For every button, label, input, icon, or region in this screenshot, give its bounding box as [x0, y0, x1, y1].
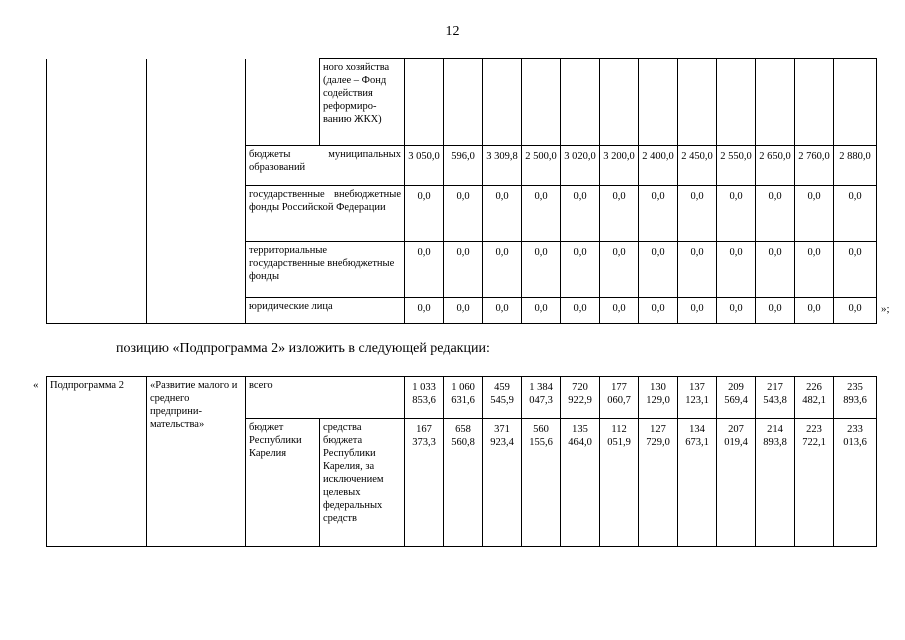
- opening-quote: «: [33, 379, 39, 391]
- value-cell: 2 500,0: [522, 146, 561, 186]
- value-cell: 0,0: [561, 298, 600, 324]
- value-cell: 3 309,8: [483, 146, 522, 186]
- value-cell: 0,0: [444, 186, 483, 242]
- value-cell: 0,0: [444, 298, 483, 324]
- value-cell: 112 051,9: [600, 419, 639, 547]
- value-cell: 177 060,7: [600, 377, 639, 419]
- value-cell: 0,0: [561, 186, 600, 242]
- value-cell: 209 569,4: [717, 377, 756, 419]
- row-label: бюджеты муниципальных образований: [246, 146, 405, 186]
- value-cell: 0,0: [795, 186, 834, 242]
- empty-cell: [147, 59, 246, 324]
- value-cell: 233 013,6: [834, 419, 877, 547]
- value-cell: 0,0: [717, 186, 756, 242]
- value-cell: 0,0: [483, 242, 522, 298]
- closing-quote: »;: [881, 303, 890, 315]
- value-cell: 137 123,1: [678, 377, 717, 419]
- empty-cell: [246, 59, 320, 146]
- value-cell: 0,0: [756, 242, 795, 298]
- value-cell: 1 033 853,6: [405, 377, 444, 419]
- value-cell: 0,0: [405, 186, 444, 242]
- financing-table-continued: [46, 58, 877, 324]
- value-cell: 0,0: [405, 298, 444, 324]
- value-cell: 226 482,1: [795, 377, 834, 419]
- value-cell: 2 550,0: [717, 146, 756, 186]
- page-number: 12: [445, 24, 460, 39]
- value-cell: 2 650,0: [756, 146, 795, 186]
- value-cell: 2 450,0: [678, 146, 717, 186]
- value-cell: 560 155,6: [522, 419, 561, 547]
- value-cell: 371 923,4: [483, 419, 522, 547]
- value-cell: 0,0: [639, 298, 678, 324]
- subprogram-2-table: [46, 376, 877, 547]
- value-cell: 134 673,1: [678, 419, 717, 547]
- value-cell: 235 893,6: [834, 377, 877, 419]
- table-row: [47, 377, 877, 419]
- fund-cell: ного хозяйства (далее – Фонд содействия реформиро-ванию ЖКХ): [320, 59, 405, 146]
- value-cell: 658 560,8: [444, 419, 483, 547]
- value-cell: 0,0: [717, 298, 756, 324]
- value-cell: 0,0: [405, 242, 444, 298]
- value-cell: 1 060 631,6: [444, 377, 483, 419]
- value-cell: 0,0: [834, 186, 877, 242]
- value-cell: 0,0: [639, 186, 678, 242]
- value-cell: 0,0: [834, 242, 877, 298]
- value-cell: 127 729,0: [639, 419, 678, 547]
- row-label: юридические лица: [246, 298, 405, 324]
- value-cell: 223 722,1: [795, 419, 834, 547]
- value-cell: 3 050,0: [405, 146, 444, 186]
- value-cell: 2 760,0: [795, 146, 834, 186]
- value-cell: 0,0: [522, 298, 561, 324]
- value-cell: 0,0: [834, 298, 877, 324]
- value-cell: 167 373,3: [405, 419, 444, 547]
- program-cell: Подпрограмма 2: [47, 377, 147, 547]
- value-cell: 0,0: [678, 242, 717, 298]
- value-cell: 0,0: [522, 242, 561, 298]
- value-cell: 2 400,0: [639, 146, 678, 186]
- value-cell: 0,0: [756, 186, 795, 242]
- value-cell: 596,0: [444, 146, 483, 186]
- value-cell: 130 129,0: [639, 377, 678, 419]
- value-cell: 0,0: [483, 186, 522, 242]
- value-cell: 0,0: [795, 242, 834, 298]
- row-label: государственные внебюджетные фонды Российской Федерации: [246, 186, 405, 242]
- value-cell: 0,0: [600, 298, 639, 324]
- value-cell: 0,0: [600, 242, 639, 298]
- value-cell: 3 200,0: [600, 146, 639, 186]
- value-cell: 0,0: [639, 242, 678, 298]
- value-cell: 135 464,0: [561, 419, 600, 547]
- value-cell: 217 543,8: [756, 377, 795, 419]
- value-cell: 0,0: [678, 298, 717, 324]
- instruction-text: позицию «Подпрограмма 2» изложить в следующей редакции:: [116, 341, 490, 356]
- source-label: средства бюджета Республики Карелия, за исключением целевых федеральных средств: [320, 419, 405, 547]
- budget-label: бюджет Республики Карелия: [246, 419, 320, 547]
- value-cell: 207 019,4: [717, 419, 756, 547]
- value-cell: 0,0: [678, 186, 717, 242]
- empty-cell: [47, 59, 147, 324]
- total-label: всего: [246, 377, 405, 419]
- value-cell: 0,0: [522, 186, 561, 242]
- value-cell: 720 922,9: [561, 377, 600, 419]
- value-cell: 0,0: [444, 242, 483, 298]
- value-cell: 0,0: [483, 298, 522, 324]
- value-cell: 0,0: [795, 298, 834, 324]
- value-cell: 0,0: [600, 186, 639, 242]
- value-cell: 3 020,0: [561, 146, 600, 186]
- program-name-cell: «Развитие малого и среднего предприни-мательства»: [147, 377, 246, 547]
- value-cell: 214 893,8: [756, 419, 795, 547]
- value-cell: 1 384 047,3: [522, 377, 561, 419]
- value-cell: 2 880,0: [834, 146, 877, 186]
- value-cell: 0,0: [561, 242, 600, 298]
- value-cell: 459 545,9: [483, 377, 522, 419]
- value-cell: 0,0: [756, 298, 795, 324]
- table-row: [47, 59, 877, 146]
- row-label: территориальные государственные внебюджетные фонды: [246, 242, 405, 298]
- value-cell: 0,0: [717, 242, 756, 298]
